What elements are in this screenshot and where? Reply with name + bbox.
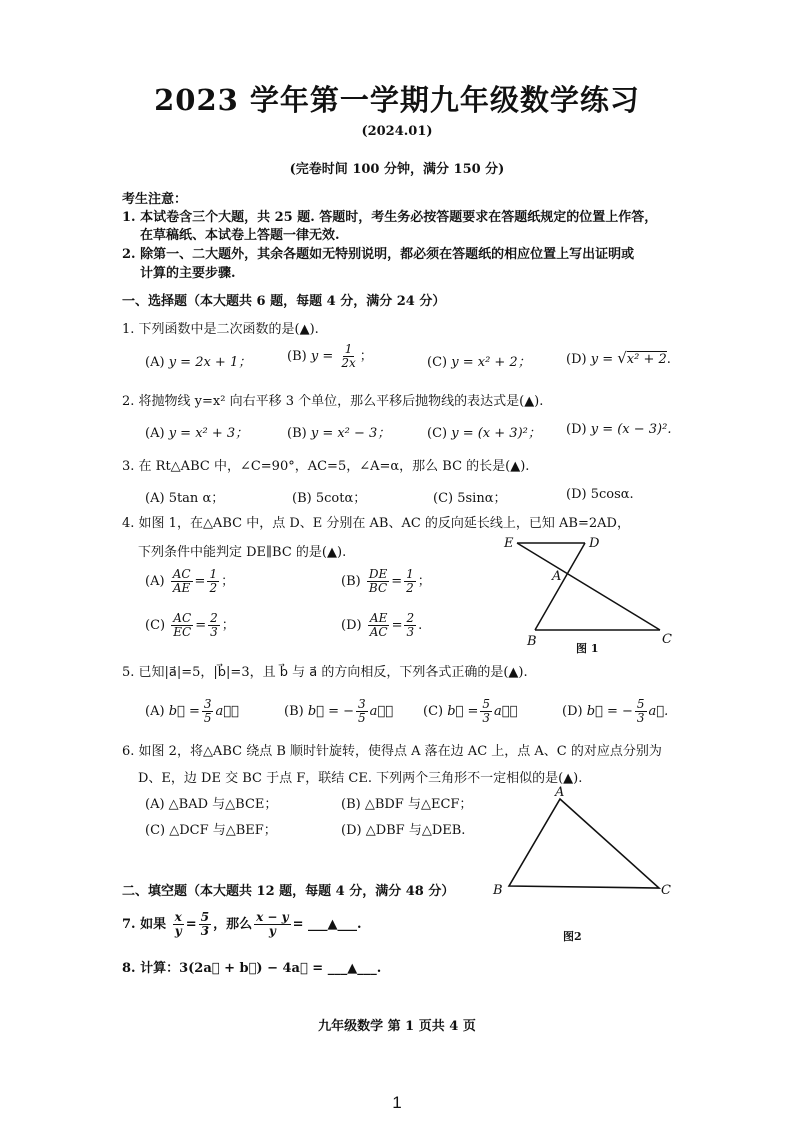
q2-stem: 2. 将抛物线 y=x² 向右平移 3 个单位，那么平移后抛物线的表达式是(▲). <box>122 394 544 409</box>
q1-option-b: (B) y = $\frac{1}{2x}$ ； <box>287 342 373 370</box>
q3-option-c: (C) 5sinα； <box>433 491 507 506</box>
q2-option-d: (D) y = (x − 3)². <box>566 422 672 437</box>
fig2-label-c: C <box>661 883 671 898</box>
q5-option-a: (A) b⃗ = $\frac{3}{5}$ a⃗； <box>145 697 239 725</box>
notice-item-1-cont: 在草稿纸、本试卷上答题一律无效. <box>140 228 340 243</box>
q2-option-a: (A) y = x² + 3； <box>145 426 249 441</box>
fig1-caption: 图 1 <box>576 642 599 655</box>
page-footer: 九年级数学 第 1 页共 4 页 <box>318 1019 476 1034</box>
figure-1 <box>500 530 680 660</box>
q5-option-d: (D) b⃗ = − $\frac{5}{3}$ a⃗. <box>562 697 669 725</box>
q1-option-d: (D) y = √x² + 2. <box>566 349 671 367</box>
q4-option-d: (D) $\frac{AE}{AC}$ = $\frac{2}{3}$ . <box>341 611 423 639</box>
q5-option-c: (C) b⃗ = $\frac{5}{3}$ a⃗； <box>423 697 518 725</box>
q6-option-d: (D) △DBF 与△DEB. <box>341 823 466 838</box>
q6-option-a: (A) △BAD 与△BCE； <box>145 797 278 812</box>
q1-option-c: (C) y = x² + 2； <box>427 355 531 370</box>
q3-stem: 3. 在 Rt△ABC 中，∠C=90°，AC=5，∠A=α，那么 BC 的长是(▲). <box>122 459 530 474</box>
fig1-label-b: B <box>527 634 537 649</box>
q2-option-c: (C) y = (x + 3)²； <box>427 426 541 441</box>
line-ec <box>517 543 660 630</box>
q5-option-b: (B) b⃗ = − $\frac{3}{5}$ a⃗； <box>284 697 394 725</box>
q3-option-a: (A) 5tan α； <box>145 491 225 506</box>
figure-2-svg <box>487 785 677 905</box>
fig2-caption: 图2 <box>563 930 582 943</box>
line-db <box>535 543 585 630</box>
fig1-label-a: A <box>552 569 562 584</box>
notice-heading: 考生注意： <box>122 192 188 207</box>
q4-option-b: (B) $\frac{DE}{BC}$ = $\frac{1}{2}$ ； <box>341 567 431 595</box>
fig2-label-b: B <box>493 883 503 898</box>
notice-item-2: 2. 除第一、二大题外，其余各题如无特别说明，都必须在答题纸的相应位置上写出证明或 <box>122 247 635 262</box>
q8: 8. 计算：3(2a⃗ + b⃗) − 4a⃗ = ___▲___. <box>122 961 382 976</box>
q6-stem-cont: D、E，边 DE 交 BC 于点 F，联结 CE. 下列两个三角形不一定相似的是(▲). <box>138 771 583 786</box>
notice-item-1: 1. 本试卷含三个大题，共 25 题. 答题时，考生务必按答题要求在答题纸规定的位置上作答， <box>122 210 658 225</box>
notice-item-2-cont: 计算的主要步骤. <box>140 266 236 281</box>
q4-stem: 4. 如图 1，在△ABC 中，点 D、E 分别在 AB、AC 的反向延长线上，已知 AB=2AD， <box>122 516 630 531</box>
q4-stem-cont: 下列条件中能判定 DE∥BC 的是(▲). <box>138 545 347 560</box>
figure-2 <box>487 785 677 943</box>
q1-stem: 1. 下列函数中是二次函数的是(▲). <box>122 322 319 337</box>
fig1-label-c: C <box>662 632 672 647</box>
q4-option-a: (A) $\frac{AC}{AE}$ = $\frac{1}{2}$ ； <box>145 567 235 595</box>
exam-date: (2024.01) <box>361 124 433 139</box>
fig1-label-e: E <box>504 536 514 551</box>
q3-option-b: (B) 5cotα； <box>292 491 367 506</box>
fig2-label-a: A <box>555 785 565 800</box>
q6-option-b: (B) △BDF 与△ECF； <box>341 797 473 812</box>
page-number: 1 <box>392 1093 402 1112</box>
section1-heading: 一、选择题（本大题共 6 题，每题 4 分，满分 24 分） <box>122 294 446 309</box>
q7: 7. 如果 $\frac{x}{y}$ = $\frac{5}{3}$ ，那么 $\frac{x - y}{y}$ = ___▲___. <box>122 910 362 938</box>
section2-heading: 二、填空题（本大题共 12 题，每题 4 分，满分 48 分） <box>122 884 455 899</box>
q4-option-c: (C) $\frac{AC}{EC}$ = $\frac{2}{3}$ ； <box>145 611 235 639</box>
q6-option-c: (C) △DCF 与△BEF； <box>145 823 277 838</box>
q5-stem: 5. 已知|a⃗|=5，|b⃗|=3，且 b⃗ 与 a⃗ 的方向相反，下列各式正确的是(▲). <box>122 665 528 680</box>
fig1-label-d: D <box>589 536 600 551</box>
q6-stem: 6. 如图 2，将△ABC 绕点 B 顺时针旋转，使得点 A 落在边 AC 上，点 A、C 的对应点分别为 <box>122 744 662 759</box>
triangle-abc <box>509 799 659 888</box>
q2-option-b: (B) y = x² − 3； <box>287 426 391 441</box>
q1-option-a: (A) y = 2x + 1； <box>145 355 252 370</box>
page-title: 2023 学年第一学期九年级数学练习 <box>154 83 640 117</box>
q3-option-d: (D) 5cosα. <box>566 487 634 502</box>
time-note: (完卷时间 100 分钟，满分 150 分) <box>289 162 505 177</box>
